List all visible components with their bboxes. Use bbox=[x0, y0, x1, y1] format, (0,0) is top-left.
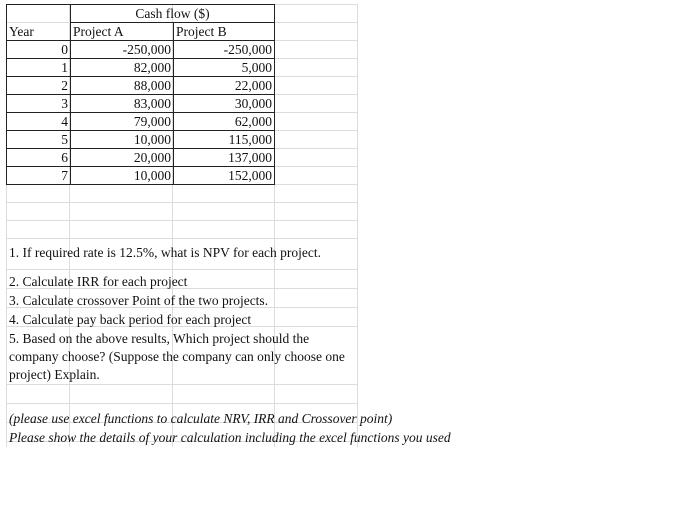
year-cell[interactable]: 2 bbox=[7, 77, 71, 95]
table-row bbox=[7, 149, 275, 167]
project-b-header[interactable]: Project B bbox=[174, 23, 275, 41]
year-cell[interactable]: 7 bbox=[7, 167, 71, 185]
table-row bbox=[7, 113, 275, 131]
cash-flow-header[interactable]: Cash flow ($) bbox=[71, 5, 275, 23]
table-row bbox=[7, 131, 275, 149]
table-header-row bbox=[7, 5, 275, 23]
table-row bbox=[7, 59, 275, 77]
project-a-cell[interactable]: 79,000 bbox=[71, 113, 174, 131]
question-5[interactable]: 5. Based on the above results, Which project should the company choose? (Suppose the company can only choose one project) Explain. bbox=[9, 331, 345, 382]
table-subheader-row bbox=[7, 23, 275, 41]
question-2[interactable]: 2. Calculate IRR for each project bbox=[9, 274, 188, 289]
project-a-header[interactable]: Project A bbox=[71, 23, 174, 41]
year-cell[interactable]: 3 bbox=[7, 95, 71, 113]
project-b-cell[interactable]: 22,000 bbox=[174, 77, 275, 95]
project-b-cell[interactable]: 152,000 bbox=[174, 167, 275, 185]
project-a-cell[interactable]: 83,000 bbox=[71, 95, 174, 113]
year-cell[interactable]: 5 bbox=[7, 131, 71, 149]
project-a-cell[interactable]: 88,000 bbox=[71, 77, 174, 95]
project-b-cell[interactable]: 115,000 bbox=[174, 131, 275, 149]
year-cell[interactable]: 1 bbox=[7, 59, 71, 77]
project-a-cell[interactable]: 10,000 bbox=[71, 131, 174, 149]
table-row bbox=[7, 95, 275, 113]
project-a-cell[interactable]: 82,000 bbox=[71, 59, 174, 77]
project-a-cell[interactable]: 20,000 bbox=[71, 149, 174, 167]
project-b-cell[interactable]: 5,000 bbox=[174, 59, 275, 77]
project-b-cell[interactable]: 137,000 bbox=[174, 149, 275, 167]
project-b-cell[interactable]: -250,000 bbox=[174, 41, 275, 59]
question-4[interactable]: 4. Calculate pay back period for each project bbox=[9, 312, 252, 327]
instruction-note-1[interactable]: (please use excel functions to calculate NRV, IRR and Crossover point) bbox=[9, 411, 393, 426]
year-cell[interactable]: 6 bbox=[7, 149, 71, 167]
table-row bbox=[7, 41, 275, 59]
table-row bbox=[7, 77, 275, 95]
year-cell[interactable]: 4 bbox=[7, 113, 71, 131]
project-a-cell[interactable]: 10,000 bbox=[71, 167, 174, 185]
question-3[interactable]: 3. Calculate crossover Point of the two projects. bbox=[9, 293, 269, 308]
cash-flow-table bbox=[6, 4, 275, 185]
project-b-cell[interactable]: 30,000 bbox=[174, 95, 275, 113]
instruction-note-2[interactable]: Please show the details of your calculation including the excel functions you used bbox=[9, 430, 451, 445]
table-row bbox=[7, 167, 275, 185]
year-cell[interactable]: 0 bbox=[7, 41, 71, 59]
year-header[interactable]: Year bbox=[7, 23, 71, 41]
question-1[interactable]: 1. If required rate is 12.5%, what is NPV for each project. bbox=[9, 245, 322, 260]
project-a-cell[interactable]: -250,000 bbox=[71, 41, 174, 59]
project-b-cell[interactable]: 62,000 bbox=[174, 113, 275, 131]
